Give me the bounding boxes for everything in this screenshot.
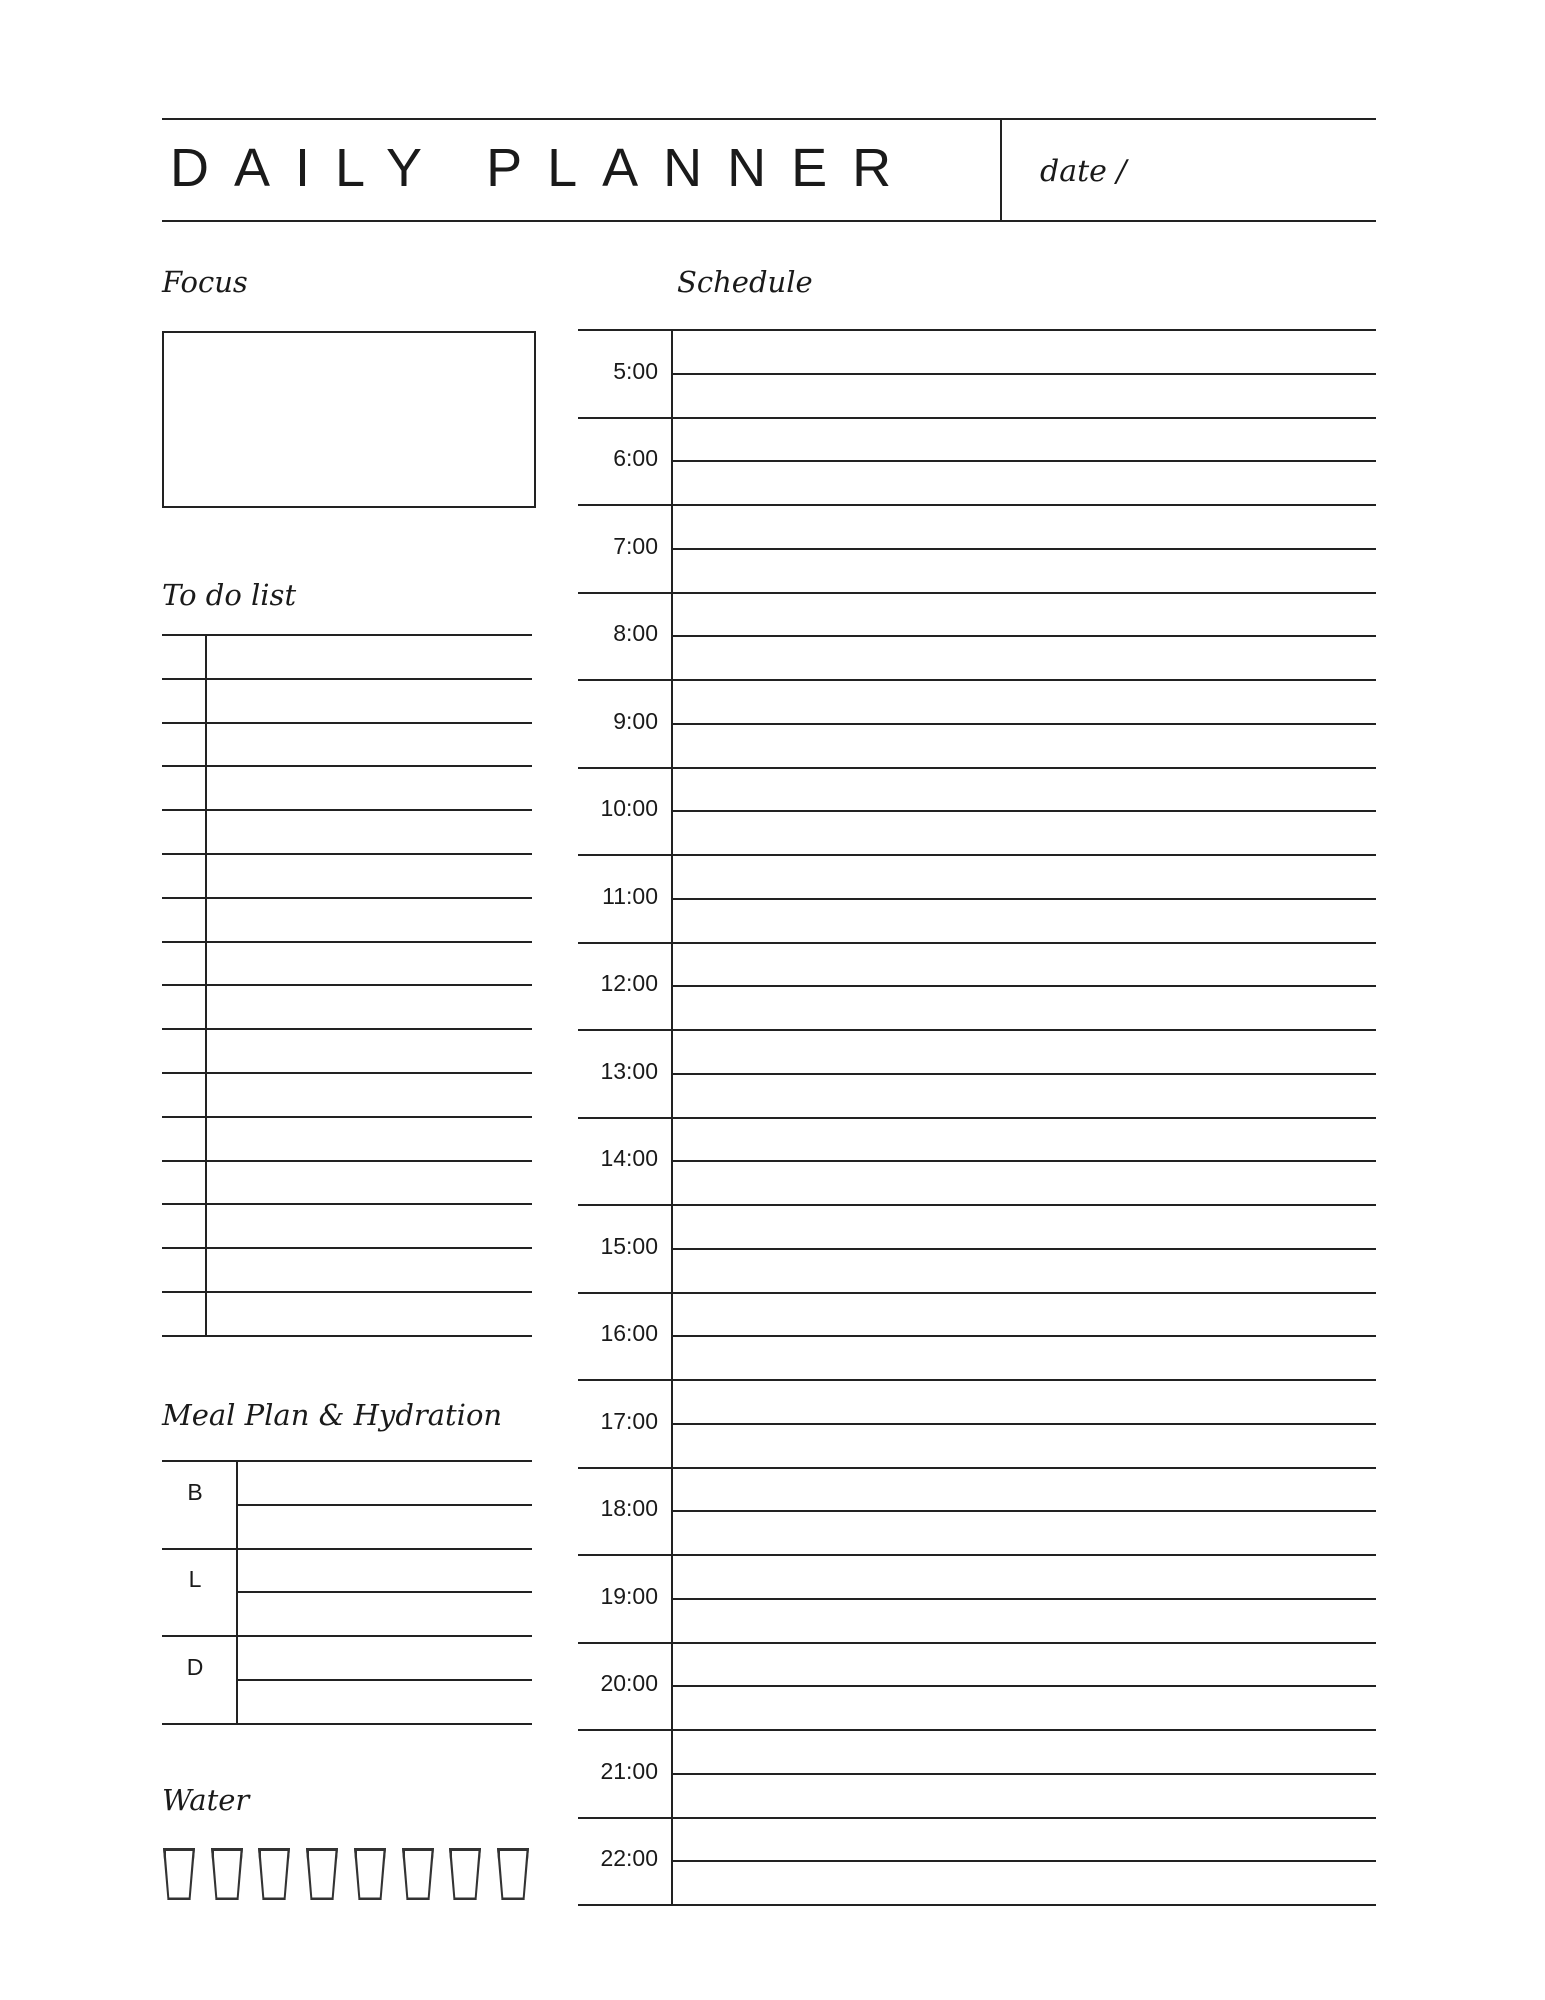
meal-entry[interactable]	[240, 1460, 532, 1548]
todo-checkbox[interactable]	[162, 678, 206, 722]
header-divider	[1000, 118, 1002, 220]
schedule-slot[interactable]	[674, 1554, 1376, 1642]
schedule-time-label: 17:00	[600, 1408, 658, 1434]
schedule-slot[interactable]	[674, 854, 1376, 942]
todo-item[interactable]	[206, 1072, 532, 1116]
schedule-slot[interactable]	[674, 329, 1376, 417]
header-bottom-rule	[162, 220, 1376, 222]
todo-item[interactable]	[206, 634, 532, 678]
todo-checkbox[interactable]	[162, 1072, 206, 1116]
todo-check-column-rule	[205, 634, 207, 1335]
schedule-slot[interactable]	[674, 1467, 1376, 1555]
water-cup-icon[interactable]	[211, 1848, 243, 1900]
schedule-time-label: 22:00	[600, 1845, 658, 1871]
water-cup-icon[interactable]	[402, 1848, 434, 1900]
schedule-time-label: 6:00	[613, 445, 658, 471]
water-cup-icon[interactable]	[354, 1848, 386, 1900]
schedule-time-label: 13:00	[600, 1058, 658, 1084]
meal-label: B	[187, 1479, 203, 1505]
schedule-slot[interactable]	[674, 942, 1376, 1030]
todo-checkbox[interactable]	[162, 722, 206, 766]
water-cup-icon[interactable]	[163, 1848, 195, 1900]
schedule-time-label: 20:00	[600, 1670, 658, 1696]
todo-checkbox[interactable]	[162, 1116, 206, 1160]
todo-item[interactable]	[206, 1160, 532, 1204]
todo-title: To do list	[162, 578, 297, 612]
meal-label: L	[188, 1566, 202, 1592]
todo-checkbox[interactable]	[162, 765, 206, 809]
schedule-slot[interactable]	[674, 1379, 1376, 1467]
todo-checkbox[interactable]	[162, 1247, 206, 1291]
todo-item[interactable]	[206, 1028, 532, 1072]
todo-item[interactable]	[206, 1116, 532, 1160]
todo-checkbox[interactable]	[162, 853, 206, 897]
todo-rule	[162, 1335, 532, 1337]
todo-checkbox[interactable]	[162, 809, 206, 853]
water-cup-icon[interactable]	[306, 1848, 338, 1900]
schedule-time-label: 16:00	[600, 1320, 658, 1346]
schedule-title: Schedule	[677, 265, 813, 299]
todo-item[interactable]	[206, 853, 532, 897]
schedule-time-label: 21:00	[600, 1758, 658, 1784]
schedule-time-label: 11:00	[602, 883, 658, 909]
schedule-time-label: 14:00	[600, 1145, 658, 1171]
schedule-time-label: 15:00	[600, 1233, 658, 1259]
schedule-time-column-rule	[671, 329, 673, 1904]
todo-checkbox[interactable]	[162, 1028, 206, 1072]
schedule-slot[interactable]	[674, 504, 1376, 592]
schedule-time-label: 5:00	[613, 358, 658, 384]
water-cup-icon[interactable]	[449, 1848, 481, 1900]
header-top-rule	[162, 118, 1376, 120]
focus-title: Focus	[162, 265, 248, 299]
water-cup-icon[interactable]	[258, 1848, 290, 1900]
todo-checkbox[interactable]	[162, 1160, 206, 1204]
schedule-time-label: 19:00	[600, 1583, 658, 1609]
todo-item[interactable]	[206, 1247, 532, 1291]
date-field[interactable]: date /	[1040, 154, 1127, 189]
todo-checkbox[interactable]	[162, 941, 206, 985]
todo-checkbox[interactable]	[162, 1203, 206, 1247]
meal-entry[interactable]	[240, 1635, 532, 1723]
todo-item[interactable]	[206, 1203, 532, 1247]
schedule-slot[interactable]	[674, 592, 1376, 680]
schedule-slot[interactable]	[674, 1029, 1376, 1117]
water-cup-icon[interactable]	[497, 1848, 529, 1900]
todo-checkbox[interactable]	[162, 984, 206, 1028]
schedule-slot[interactable]	[674, 417, 1376, 505]
todo-item[interactable]	[206, 809, 532, 853]
schedule-slot[interactable]	[674, 767, 1376, 855]
schedule-time-label: 8:00	[613, 620, 658, 646]
todo-item[interactable]	[206, 722, 532, 766]
schedule-slot[interactable]	[674, 1729, 1376, 1817]
schedule-time-label: 10:00	[600, 795, 658, 821]
todo-item[interactable]	[206, 678, 532, 722]
schedule-slot[interactable]	[674, 1117, 1376, 1205]
meal-column-rule	[236, 1460, 238, 1723]
meal-rule	[162, 1723, 532, 1725]
todo-item[interactable]	[206, 984, 532, 1028]
water-title: Water	[162, 1783, 250, 1817]
schedule-time-label: 7:00	[613, 533, 658, 559]
schedule-slot[interactable]	[674, 1292, 1376, 1380]
schedule-slot[interactable]	[674, 679, 1376, 767]
todo-item[interactable]	[206, 1291, 532, 1335]
meal-plan-title: Meal Plan & Hydration	[162, 1398, 503, 1432]
schedule-time-label: 12:00	[600, 970, 658, 996]
todo-checkbox[interactable]	[162, 634, 206, 678]
todo-item[interactable]	[206, 765, 532, 809]
meal-entry[interactable]	[240, 1548, 532, 1636]
schedule-time-label: 18:00	[600, 1495, 658, 1521]
todo-checkbox[interactable]	[162, 1291, 206, 1335]
focus-box[interactable]	[162, 331, 536, 508]
todo-item[interactable]	[206, 941, 532, 985]
todo-checkbox[interactable]	[162, 897, 206, 941]
page-title: DAILY PLANNER	[170, 138, 917, 198]
schedule-slot[interactable]	[674, 1642, 1376, 1730]
schedule-time-label: 9:00	[613, 708, 658, 734]
meal-label: D	[186, 1654, 204, 1680]
schedule-slot[interactable]	[674, 1204, 1376, 1292]
todo-item[interactable]	[206, 897, 532, 941]
schedule-slot[interactable]	[674, 1817, 1376, 1905]
